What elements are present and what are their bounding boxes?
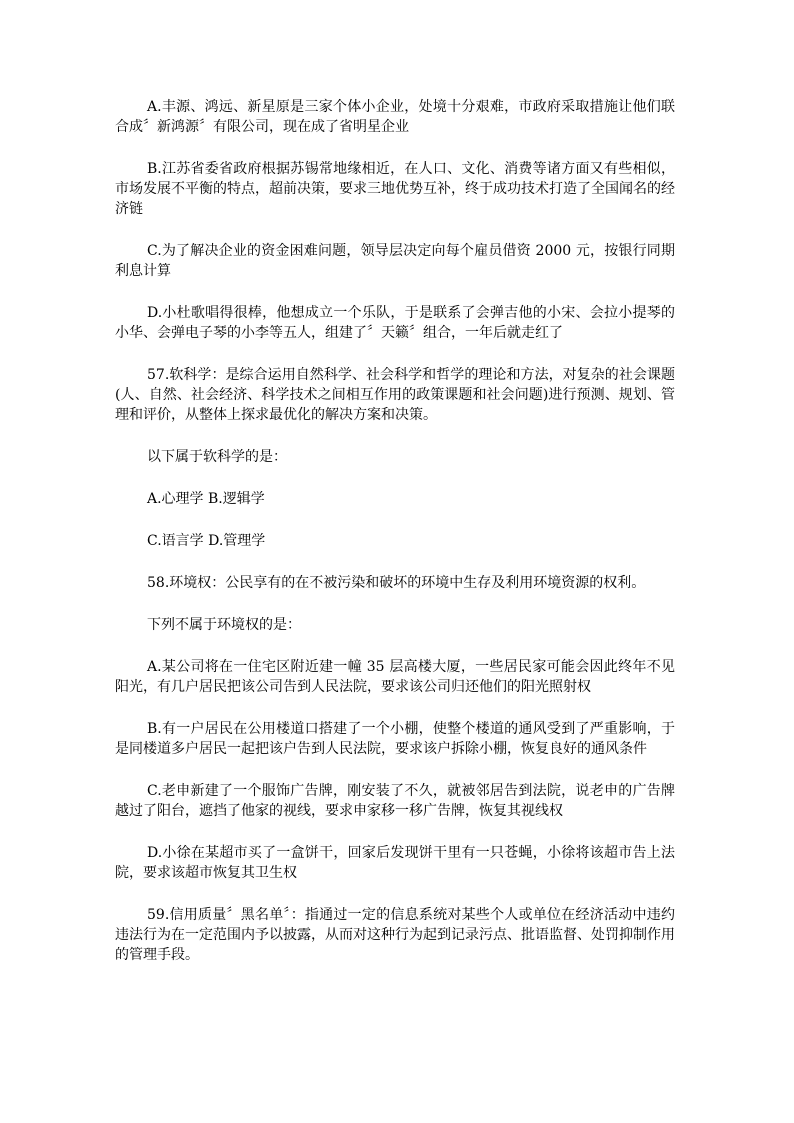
question-58-definition: 58.环境权：公民享有的在不被污染和破坏的环境中生存及利用环境资源的权利。 bbox=[147, 575, 646, 591]
question-58-option-d: D.小徐在某超市买了一盒饼干，回家后发现饼干里有一只苍蝇，小徐将该超市告上法院，要求该超市恢复其卫生权 bbox=[115, 845, 675, 881]
question-57-prompt: 以下属于软科学的是： bbox=[147, 449, 287, 465]
option-paragraph: A.丰源、鸿远、新星原是三家个体小企业，处境十分艰难，市政府采取措施让他们联合成〞新鸿源〞有限公司，现在成了省明星企业 bbox=[115, 99, 675, 135]
question-57-options-cd: C.语言学 D.管理学 bbox=[147, 533, 266, 549]
question-57-options-ab: A.心理学 B.逻辑学 bbox=[147, 491, 265, 507]
document-page bbox=[115, 97, 675, 987]
question-57-definition: 57.软科学：是综合运用自然科学、社会科学和哲学的理论和方法，对复杂的社会课题(人、自然、社会经济、科学技术之间相互作用的政策课题和社会问题)进行预测、规划、管理和评价，从整体上探求最优化的解决方案和决策。 bbox=[115, 367, 675, 423]
question-58-option-c: C.老申新建了一个服饰广告牌，刚安装了不久，就被邻居告到法院，说老申的广告牌越过了阳台，遮挡了他家的视线，要求申家移一移广告牌，恢复其视线权 bbox=[115, 783, 675, 819]
question-58-option-b: B.有一户居民在公用楼道口搭建了一个小棚，使整个楼道的通风受到了严重影响，于是同楼道多户居民一起把该户告到人民法院，要求该户拆除小棚，恢复良好的通风条件 bbox=[115, 721, 675, 757]
question-58-option-a: A.某公司将在一住宅区附近建一幢 35 层高楼大厦，一些居民家可能会因此终年不见阳光，有几户居民把该公司告到人民法院，要求该公司归还他们的阳光照射权 bbox=[115, 659, 675, 695]
question-59-definition: 59.信用质量〞黑名单〞：指通过一定的信息系统对某些个人或单位在经济活动中违约违法行为在一定范围内予以披露，从而对这种行为起到记录污点、批语监督、处罚抑制作用的管理手段。 bbox=[115, 907, 675, 963]
option-paragraph: C.为了解决企业的资金困难问题，领导层决定向每个雇员借资 2000 元，按银行同期利息计算 bbox=[115, 243, 675, 279]
option-paragraph: B.江苏省委省政府根据苏锡常地缘相近，在人口、文化、消费等诸方面又有些相似，市场发展不平衡的特点，超前决策，要求三地优势互补，终于成功技术打造了全国闻名的经济链 bbox=[115, 161, 675, 217]
option-paragraph: D.小杜歌唱得很棒，他想成立一个乐队，于是联系了会弹吉他的小宋、会拉小提琴的小华、会弹电子琴的小李等五人，组建了〞天籁〞组合，一年后就走红了 bbox=[115, 305, 675, 341]
question-58-prompt: 下列不属于环境权的是： bbox=[147, 617, 301, 633]
